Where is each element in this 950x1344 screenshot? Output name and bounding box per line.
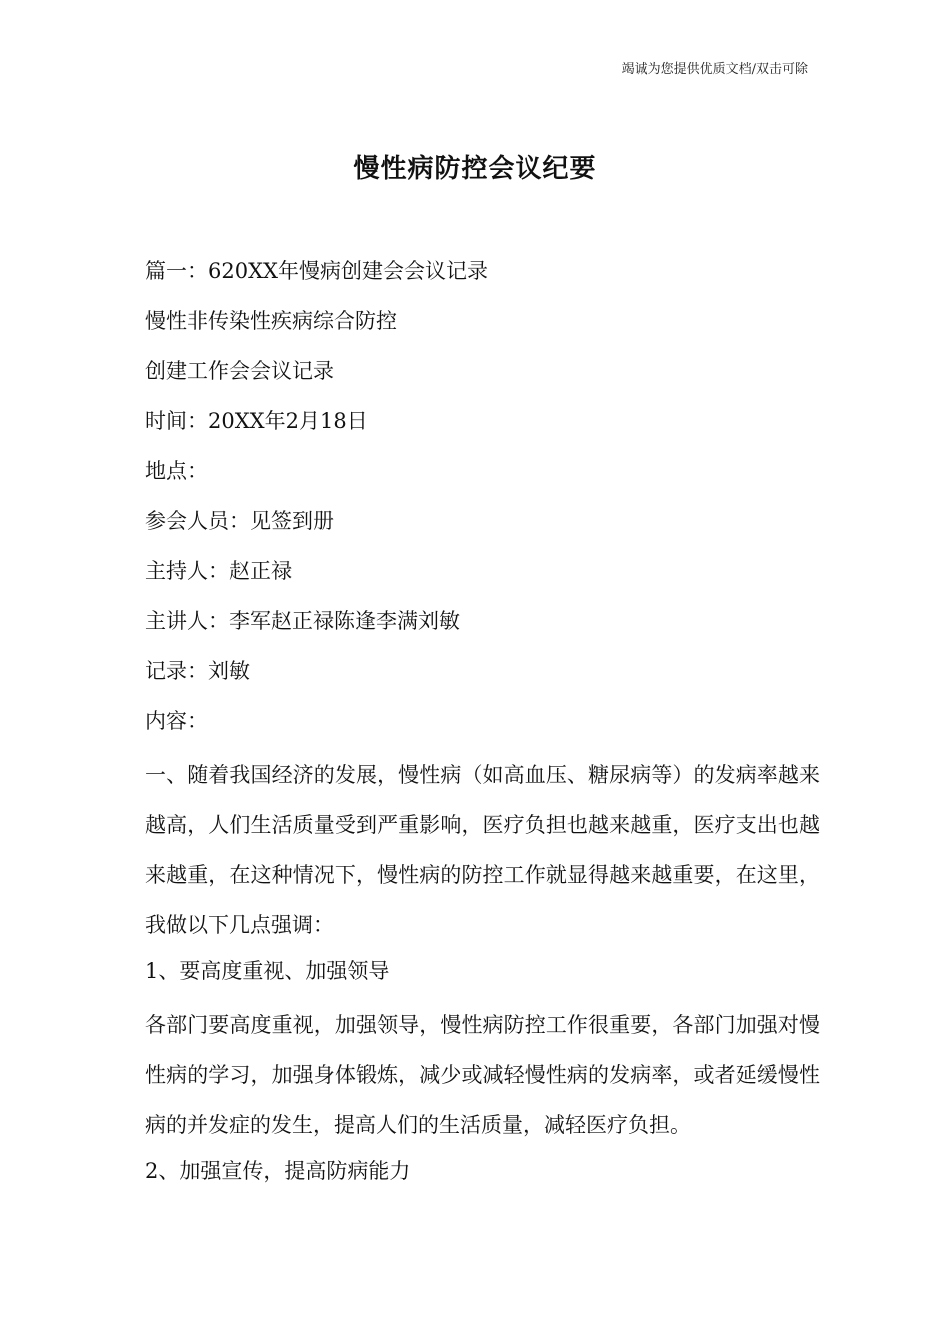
meeting-time: 时间：20XX年2月18日 xyxy=(145,409,368,433)
document-body xyxy=(145,250,820,1200)
meeting-record-title: 篇一：620XX年慢病创建会会议记录 xyxy=(145,259,488,283)
recorder: 记录：刘敏 xyxy=(145,659,250,683)
subtitle-line-2: 创建工作会会议记录 xyxy=(145,359,334,383)
header-note: 竭诚为您提供优质文档/双击可除 xyxy=(621,62,808,77)
speakers: 主讲人：李军赵正禄陈逢李满刘敏 xyxy=(145,609,460,633)
host: 主持人：赵正禄 xyxy=(145,559,292,583)
subtitle-line-1: 慢性非传染性疾病综合防控 xyxy=(145,309,397,333)
section-heading-2: 2、加强宣传，提高防病能力 xyxy=(145,1159,411,1183)
paragraph-section-1: 各部门要高度重视，加强领导，慢性病防控工作很重要，各部门加强对慢性病的学习，加强身体锻炼，减少或减轻慢性病的发病率，或者延缓慢性病的并发症的发生，提高人们的生活质量，减轻医疗负担。 xyxy=(145,1013,820,1137)
document-title: 慢性病防控会议纪要 xyxy=(353,154,597,184)
section-heading-1: 1、要高度重视、加强领导 xyxy=(145,959,390,983)
meeting-location: 地点： xyxy=(145,459,208,483)
content-label: 内容： xyxy=(145,709,208,733)
attendees: 参会人员：见签到册 xyxy=(145,509,334,533)
paragraph-intro: 一、随着我国经济的发展，慢性病（如高血压、糖尿病等）的发病率越来越高，人们生活质量受到严重影响，医疗负担也越来越重，医疗支出也越来越重，在这种情况下，慢性病的防控工作就显得越来越重要，在这里，我做以下几点强调： xyxy=(145,763,820,937)
